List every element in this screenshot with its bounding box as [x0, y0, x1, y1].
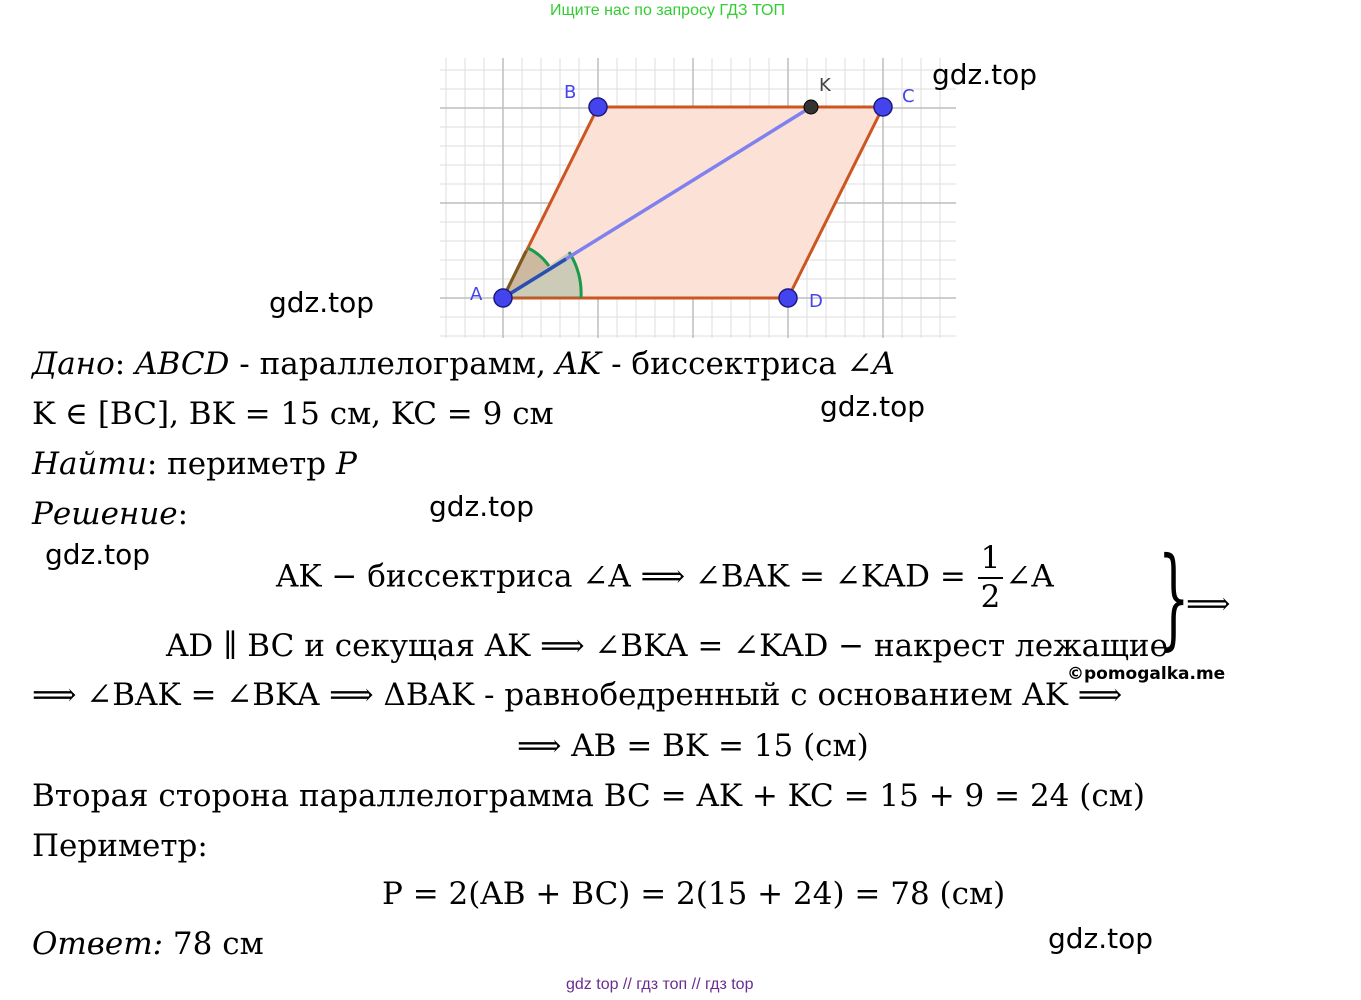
solution-label: Решение	[32, 496, 178, 532]
find-p: P	[335, 446, 357, 482]
given-line-1	[32, 346, 895, 382]
watermark-3: gdz.top	[820, 390, 926, 423]
label-c: C	[902, 86, 915, 107]
perimeter-label: Периметр:	[32, 828, 208, 864]
point-k	[804, 100, 818, 114]
watermark-6: gdz.top	[1048, 922, 1154, 955]
step1-right: ∠A	[1005, 558, 1054, 595]
label-k: K	[819, 75, 831, 96]
given-line-2: K ∈ [BC], BK = 15 см, KC = 9 см	[32, 396, 554, 432]
point-b	[589, 98, 607, 116]
given-text-2: - биссектриса	[601, 346, 847, 382]
perimeter-formula: P = 2(AB + BC) = 2(15 + 24) = 78 (см)	[382, 876, 1006, 912]
step1-left: AK − биссектриса ∠A ⟹ ∠BAK = ∠KAD =	[276, 558, 976, 595]
solution-colon: :	[177, 496, 189, 532]
watermark-4: gdz.top	[429, 490, 535, 523]
given-ak: AK	[555, 346, 602, 382]
parallelogram-figure	[440, 58, 956, 338]
point-c	[874, 98, 892, 116]
watermark-1: gdz.top	[932, 58, 1038, 91]
given-text-1: - параллелограмм,	[229, 346, 556, 382]
footer-links[interactable]: gdz top // гдз топ // гдз top	[566, 976, 754, 993]
point-d	[779, 289, 797, 307]
solution-step-4: ⟹ AB = BK = 15 (см)	[517, 728, 869, 764]
answer-line	[32, 926, 264, 962]
watermark-5: gdz.top	[45, 538, 151, 571]
label-a: A	[470, 284, 483, 305]
implies-arrow: ⟹	[1186, 586, 1231, 622]
answer-label: Ответ:	[32, 926, 164, 962]
fraction-numerator: 1	[978, 543, 1004, 579]
fraction-denominator: 2	[980, 579, 1001, 615]
solution-heading	[32, 496, 188, 532]
given-angle-a: ∠A	[846, 346, 895, 382]
second-side-line: Вторая сторона параллелограмма BC = AK + KC = 15 + 9 = 24 (см)	[32, 778, 1145, 814]
solution-step-3: ⟹ ∠BAK = ∠BKA ⟹ ΔBAK - равнобедренный с основанием AK ⟹	[32, 677, 1123, 713]
find-line	[32, 446, 357, 482]
label-b: B	[564, 82, 577, 103]
given-abcd: ABCD	[135, 346, 230, 382]
find-text: : периметр	[146, 446, 336, 482]
solution-step-1	[276, 540, 1054, 615]
point-a	[494, 289, 512, 307]
copyright-mark: ©pomogalka.me	[1067, 664, 1226, 684]
fraction-one-half	[978, 540, 1004, 615]
label-d: D	[809, 291, 823, 312]
given-colon: :	[114, 346, 136, 382]
watermark-2: gdz.top	[269, 286, 375, 319]
solution-step-2: AD ∥ BC и секущая AK ⟹ ∠BKA = ∠KAD − накрест лежащие	[166, 628, 1168, 664]
answer-value: 78 см	[163, 926, 264, 962]
system-brace: }	[1158, 533, 1190, 661]
find-label: Найти	[32, 446, 147, 482]
search-banner[interactable]: Ищите нас по запросу ГДЗ ТОП	[550, 2, 785, 19]
given-label: Дано	[32, 346, 115, 382]
